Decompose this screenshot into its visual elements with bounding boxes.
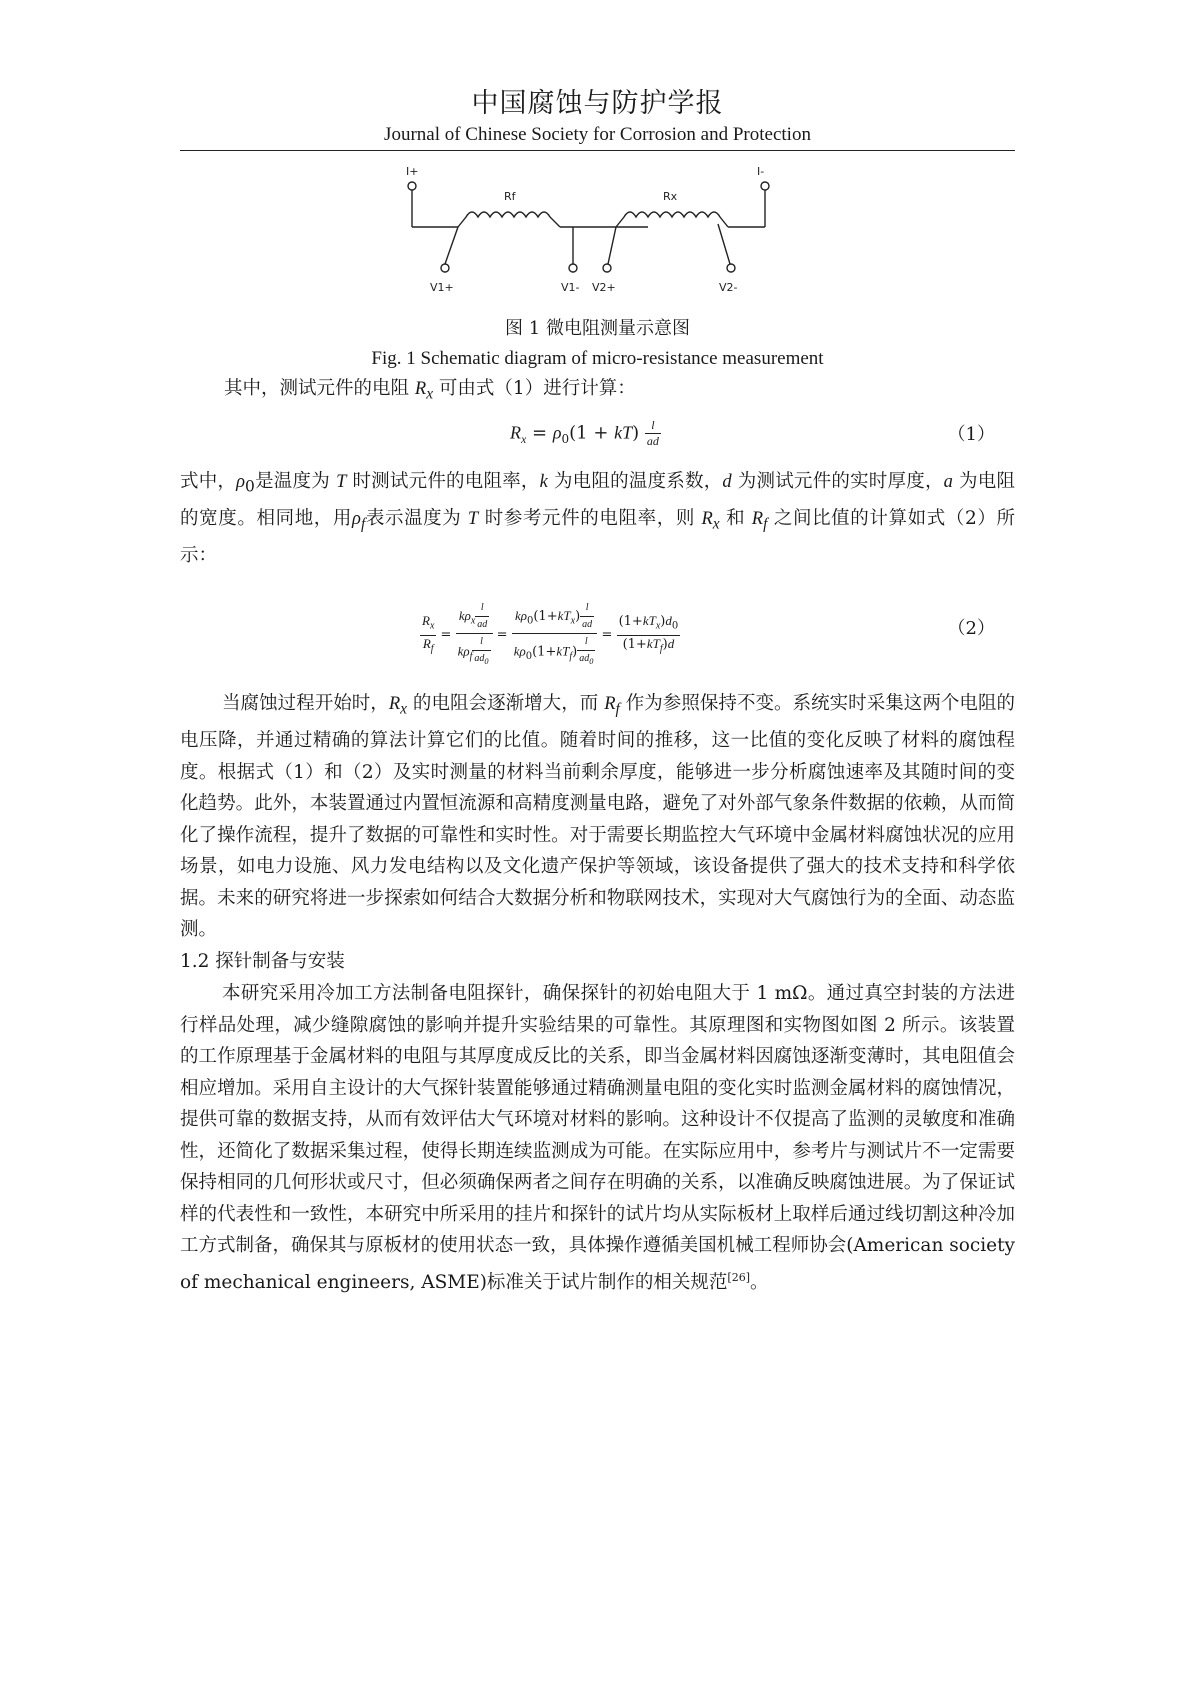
figure-1-caption-cn: 图 1 微电阻测量示意图 xyxy=(505,318,690,339)
label-v1-plus: V1+ xyxy=(430,281,454,294)
journal-header xyxy=(180,86,1015,148)
equation-1 xyxy=(180,414,1015,460)
label-v1-minus: V1- xyxy=(561,281,580,294)
equation-2 xyxy=(180,600,1015,666)
label-i-minus: I- xyxy=(757,165,765,178)
journal-title-en: Journal of Chinese Society for Corrosion and Protection xyxy=(384,124,811,145)
figure-1-caption-en: Fig. 1 Schematic diagram of micro-resistance measurement xyxy=(371,348,824,369)
i-minus-terminal xyxy=(761,182,769,190)
citation-ref: [26] xyxy=(727,1270,751,1284)
v1-plus-terminal xyxy=(441,264,449,272)
v2-minus-terminal xyxy=(727,264,735,272)
equation-intro: 其中，测试元件的电阻 $R_x$ 可由式（1）进行计算： xyxy=(224,378,636,403)
rf-resistor xyxy=(458,212,560,227)
v2-plus-terminal xyxy=(603,264,611,272)
v1-plus-lead xyxy=(445,227,458,264)
paragraph-2: 当腐蚀过程开始时，$R_x$ 的电阻会逐渐增大，而 $R_f$ 作为参照保持不变。系统实时采集这两个电阻的电压降，并通过精确的算法计算它们的比值。随着时间的推移，这一比值的变化反映了材料的腐蚀程度。根据式（1）和（2）及实时测量的材料当前剩余厚度，能够进一步分析腐蚀速率及其随时间的变化趋势。此外，本装置通过内置恒流源和高精度测量电路，避免了对外部气象条件数据的依赖，从而简化了操作流程，提升了数据的可靠性和实时性。对于需要长期监控大气环境中金属材料腐蚀状况的应用场景，如电力设施、风力发电结构以及文化遗产保护等领域，该设备提供了强大的技术支持和科学依据。未来的研究将进一步探索如何结合大数据分析和物联网技术，实现对大气腐蚀行为的全面、动态监测。 xyxy=(180,693,1015,941)
label-v2-minus: V2- xyxy=(719,281,738,294)
equation-2-formula: $\frac{R_x}{R_f}$ = $k\rho_x$ $\frac{l}{ad}$ $k\rho_f$ $\frac{l}{ad_0}$ = $k\rho_0(1+kT_x)$ $\frac{l}{ad}$ $k\rho_0(1+kT_f)$ $\frac{l}{ad_0}$ = $\frac{(1+kT_x)d_0}{(1+kT_f)d}$ xyxy=(422,602,679,666)
v1-minus-terminal xyxy=(569,264,577,272)
figure-1-schematic xyxy=(400,162,820,302)
journal-title-cn: 中国腐蚀与防护学报 xyxy=(471,88,724,119)
equation-1-formula: $R_x = \rho_0(1 + kT)$ $\frac{l}{ad}$ xyxy=(510,418,659,448)
equation-1-number: （1） xyxy=(947,424,995,445)
paragraph-3: 本研究采用冷加工方法制备电阻探针，确保探针的初始电阻大于 1 mΩ。通过真空封装的方法进行样品处理，减少缝隙腐蚀的影响并提升实验结果的可靠性。其原理图和实物图如图 2 所示。该装置的工作原理基于金属材料的电阻与其厚度成反比的关系，即当金属材料因腐蚀逐渐变薄时，其电阻值会相应增加。采用自主设计的大气探针装置能够通过精确测量电阻的变化实时监测金属材料的腐蚀情况，提供可靠的数据支持，从而有效评估大气环境对材料的影响。这种设计不仅提高了监测的灵敏度和准确性，还简化了数据采集过程，使得长期连续监测成为可能。在实际应用中，参考片与测试片不一定需要保持相同的几何形状或尺寸，但必须确保两者之间存在明确的关系，以准确反映腐蚀进展。为了保证试样的代表性和一致性，本研究中所采用的挂片和探针的试片均从实际板材上取样后通过线切割这种冷加工方式制备，确保其与原板材的使用状态一致，具体操作遵循美国机械工程师协会(American society of mechanical engineers, ASME)标准关于试片制作的相关规范[26]。 xyxy=(180,983,1015,1293)
v2-minus-lead xyxy=(718,224,730,264)
label-i-plus: I+ xyxy=(406,165,419,178)
i-plus-terminal xyxy=(408,182,416,190)
section-heading: 1.2 探针制备与安装 xyxy=(180,951,345,972)
label-rf: Rf xyxy=(504,190,516,203)
paragraph-1: 式中，$\rho_0$是温度为 T 时测试元件的电阻率，k 为电阻的温度系数，d 为测试元件的实时厚度，a 为电阻的宽度。相同地，用$\rho_f$表示温度为 T 时参考元件的电阻率，则 $R_x$ 和 $R_f$ 之间比值的计算如式（2）所示： xyxy=(180,471,1015,567)
header-divider xyxy=(180,150,1015,151)
v2-plus-lead xyxy=(608,227,616,264)
label-rx: Rx xyxy=(663,190,678,203)
label-v2-plus: V2+ xyxy=(592,281,616,294)
equation-2-number: （2） xyxy=(947,618,995,639)
rx-resistor xyxy=(616,212,728,227)
